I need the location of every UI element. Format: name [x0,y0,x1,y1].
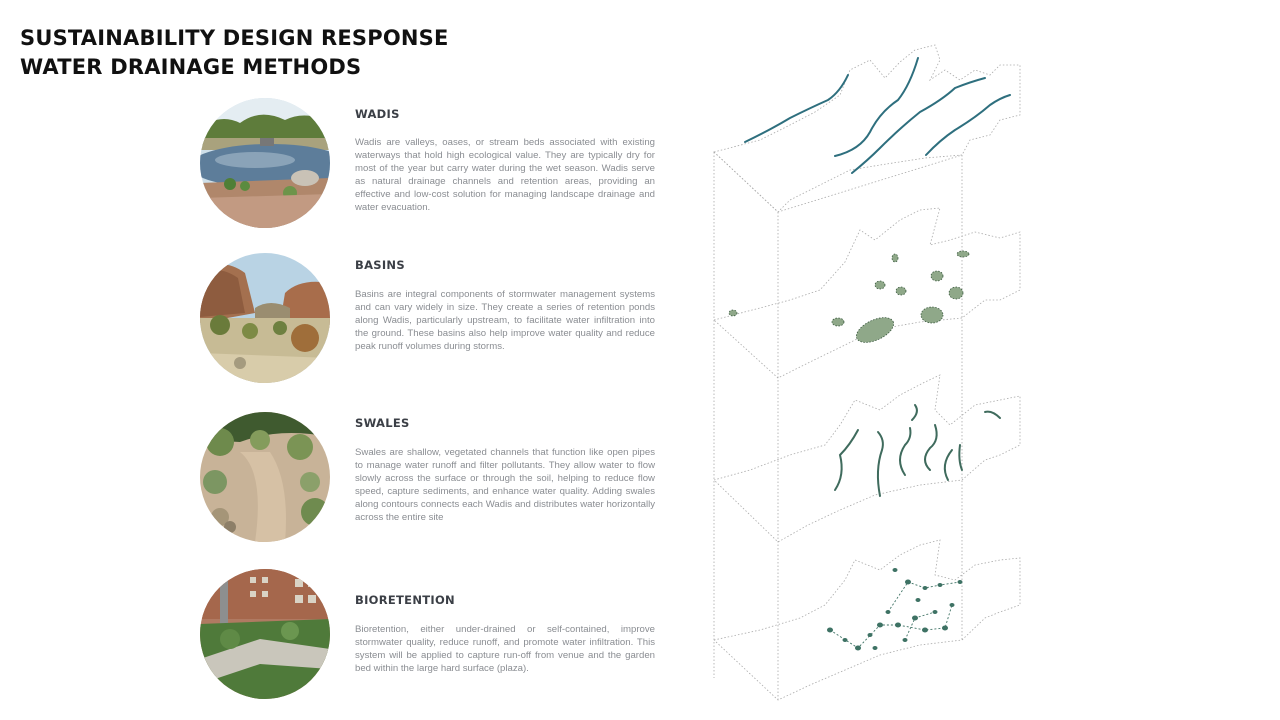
title-line-2: WATER DRAINAGE METHODS [20,55,362,79]
bioretention-layer-outline [714,540,1020,700]
basin-pond [931,271,943,281]
basin-pond [832,318,844,326]
swales-photo [200,412,330,542]
swale-channel [925,425,937,470]
bio-cell [843,638,848,642]
bioretention-title: BIORETENTION [355,593,455,607]
swales-title: SWALES [355,416,410,430]
frame-top-edge [714,152,962,212]
basins-layer-outline [714,208,1020,378]
basin-pond [892,254,898,262]
basin-pond [729,310,737,316]
basins-description: Basins are integral components of stormwater management systems and can vary widely in size. They create a series of retention ponds along Wadis, particularly upstream, to facilitate water infiltration into the ground. These basins also help improve water quality and reduce peak runoff volumes during storms. [355,289,655,352]
bioretention-description: Bioretention, either under-drained or self-contained, improve stormwater quality, reduce runoff, and promote water infiltration. This system will be applied to capture run-off from venue and the garden bed within the large hard surface (plaza). [355,624,655,674]
swale-channel [945,450,952,480]
bio-link [905,612,935,640]
bio-cell [916,598,921,602]
bioretention-cells [827,568,963,651]
page-title [20,24,449,82]
wadis-description: Wadis are valleys, oases, or stream beds associated with existing waterways that hold high ecological value. They are typically dry for most of the year but carry water during the wet season. Wadis serve as natural drainage channels and retention areas, providing an effective and low-cost solution for managing landscape drainage and water evacuation. [355,137,655,213]
wadis-title: WADIS [355,107,400,121]
swale-channel [878,432,883,496]
basin-ponds [729,251,969,348]
wadis-layer-outline [714,45,1020,212]
basin-pond [896,287,906,295]
swales-description: Swales are shallow, vegetated channels that function like open pipes to manage water runoff and filter pollutants. They allow water to flow slowly across the surface or through the soil, helping to reduce flow speed, capture sediments, and enhance water quality. Adding swales along contours connects each Wadis and distributes water horizontally across the entire site [355,447,655,523]
basin-pond [875,281,885,289]
wadi-streams [745,58,1010,173]
basin-pond [949,287,963,299]
wadi-stream-2 [835,58,918,156]
swale-channel [835,430,858,490]
wadi-stream-1 [745,75,848,142]
bioretention-links [830,582,960,648]
basin-pond [853,312,898,347]
bioretention-photo [200,569,330,699]
drainage-layers-diagram [700,40,1030,705]
swale-channel [985,412,1000,418]
swale-channel [912,405,917,420]
basin-pond [921,307,943,323]
bio-cell [923,586,928,590]
bio-cell [893,568,898,572]
basins-title: BASINS [355,258,405,272]
swale-channels [835,405,1000,496]
wadi-stream-4 [926,95,1010,155]
title-line-1: SUSTAINABILITY DESIGN RESPONSE [20,26,449,50]
swale-channel [900,428,910,475]
swales-layer-outline [714,375,1020,542]
wadi-stream-3 [852,78,985,173]
basins-photo [200,253,330,383]
basin-pond [957,251,969,257]
bio-cell [873,646,878,650]
wadis-photo [200,98,330,228]
